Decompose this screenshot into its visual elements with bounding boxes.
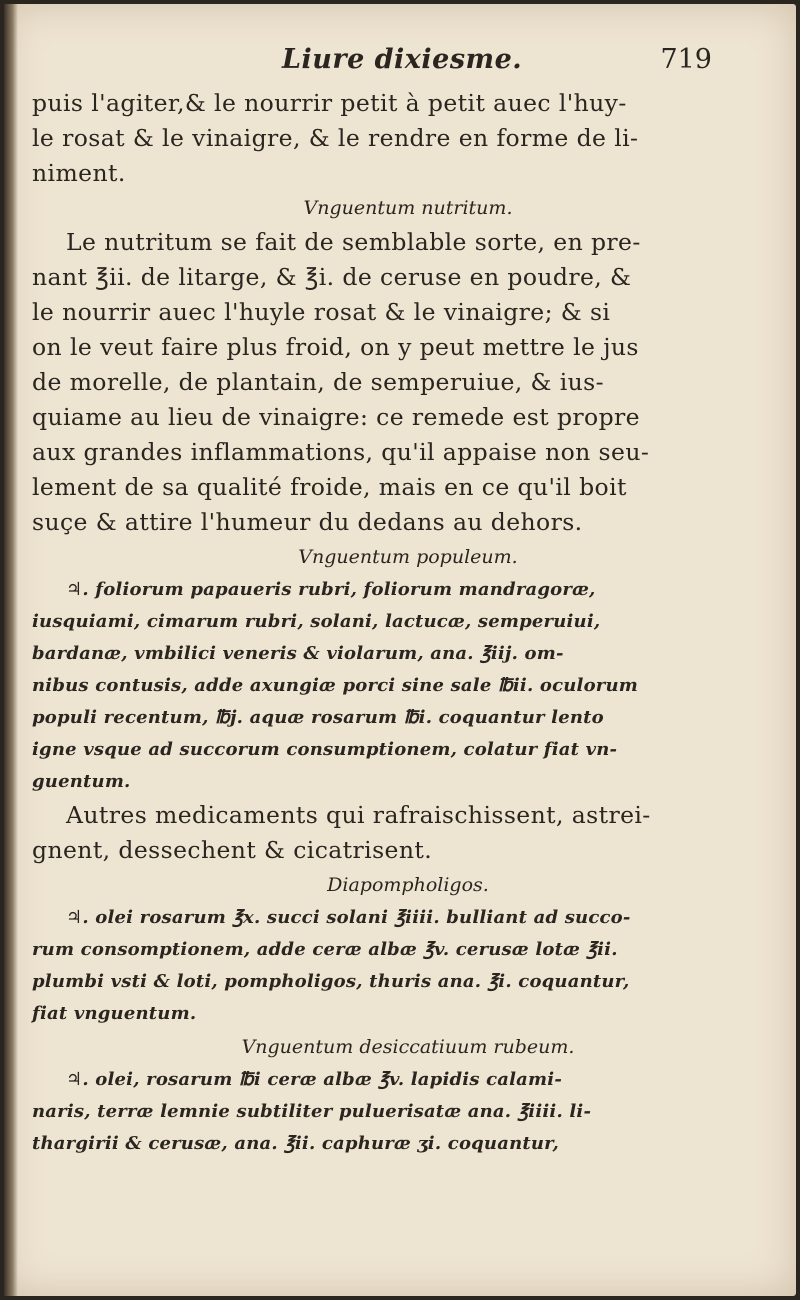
recipe-paragraph	[32, 902, 784, 1030]
page-number: 719	[660, 44, 712, 75]
text-line: nibus contusis, adde axungiæ porci sine sale ℔ii. oculorum	[32, 675, 638, 696]
text-line: Le nutritum se fait de semblable sorte, en pre-	[66, 228, 641, 256]
heading-text: Vnguentum nutritum.	[303, 197, 513, 219]
text-line: iusquiami, cimarum rubri, solani, lactucæ, semperuiui,	[32, 611, 601, 632]
text-line: on le veut faire plus froid, on y peut mettre le jus	[32, 333, 639, 361]
section-heading	[32, 191, 784, 225]
text-line: quiame au lieu de vinaigre: ce remede est propre	[32, 403, 640, 431]
text-line: populi recentum, ℔j. aquæ rosarum ℔i. coquantur lento	[32, 707, 604, 728]
text-line: niment.	[32, 159, 126, 187]
text-line: naris, terræ lemnie subtiliter puluerisatæ ana. ℥iiii. li-	[32, 1101, 592, 1122]
text-line: ♃. olei rosarum ℥x. succi solani ℥iiii. bulliant ad succo-	[66, 907, 631, 928]
text-line: nant ℥ii. de litarge, & ℥i. de ceruse en poudre, &	[32, 263, 632, 291]
text-line: thargirii & cerusæ, ana. ℥ii. caphuræ ʒi. coquantur,	[32, 1133, 560, 1154]
page-spine-shadow	[4, 4, 18, 1296]
text-line: le nourrir auec l'huyle rosat & le vinaigre; & si	[32, 298, 611, 326]
text-line: de morelle, de plantain, de semperuiue, & ius-	[32, 368, 604, 396]
section-heading	[32, 1030, 784, 1064]
page-body	[32, 86, 784, 1160]
section-heading	[32, 540, 784, 574]
text-line: ♃. foliorum papaueris rubri, foliorum mandragoræ,	[66, 579, 596, 600]
text-line: ♃. olei, rosarum ℔i ceræ albæ ℥v. lapidis calami-	[66, 1069, 562, 1090]
text-line: igne vsque ad succorum consumptionem, colatur fiat vn-	[32, 739, 618, 760]
text-line: fiat vnguentum.	[32, 1003, 197, 1024]
text-line: gnent, dessechent & cicatrisent.	[32, 836, 433, 864]
text-line: plumbi vsti & loti, pompholigos, thuris ana. ℥i. coquantur,	[32, 971, 630, 992]
paragraph	[32, 798, 784, 868]
paragraph	[32, 86, 784, 191]
heading-text: Diapompholigos.	[327, 874, 489, 896]
page-header	[32, 38, 784, 86]
text-line: guentum.	[32, 771, 131, 792]
book-page	[4, 4, 796, 1296]
recipe-paragraph	[32, 574, 784, 798]
text-line: lement de sa qualité froide, mais en ce qu'il boit	[32, 473, 627, 501]
paragraph	[32, 225, 784, 540]
page-text	[32, 38, 784, 1160]
running-head: Liure dixiesme.	[282, 44, 523, 75]
text-line: Autres medicaments qui rafraischissent, astrei-	[66, 801, 651, 829]
heading-text: Vnguentum desiccatiuum rubeum.	[241, 1036, 575, 1058]
text-line: bardanæ, vmbilici veneris & violarum, ana. ℥iij. om-	[32, 643, 564, 664]
text-line: aux grandes inflammations, qu'il appaise non seu-	[32, 438, 650, 466]
recipe-paragraph	[32, 1064, 784, 1160]
text-line: suçe & attire l'humeur du dedans au dehors.	[32, 508, 583, 536]
text-line: le rosat & le vinaigre, & le rendre en forme de li-	[32, 124, 639, 152]
heading-text: Vnguentum populeum.	[298, 546, 518, 568]
section-heading	[32, 868, 784, 902]
text-line: puis l'agiter,& le nourrir petit à petit auec l'huy-	[32, 89, 627, 117]
text-line: rum consomptionem, adde ceræ albæ ℥v. cerusæ lotæ ℥ii.	[32, 939, 618, 960]
